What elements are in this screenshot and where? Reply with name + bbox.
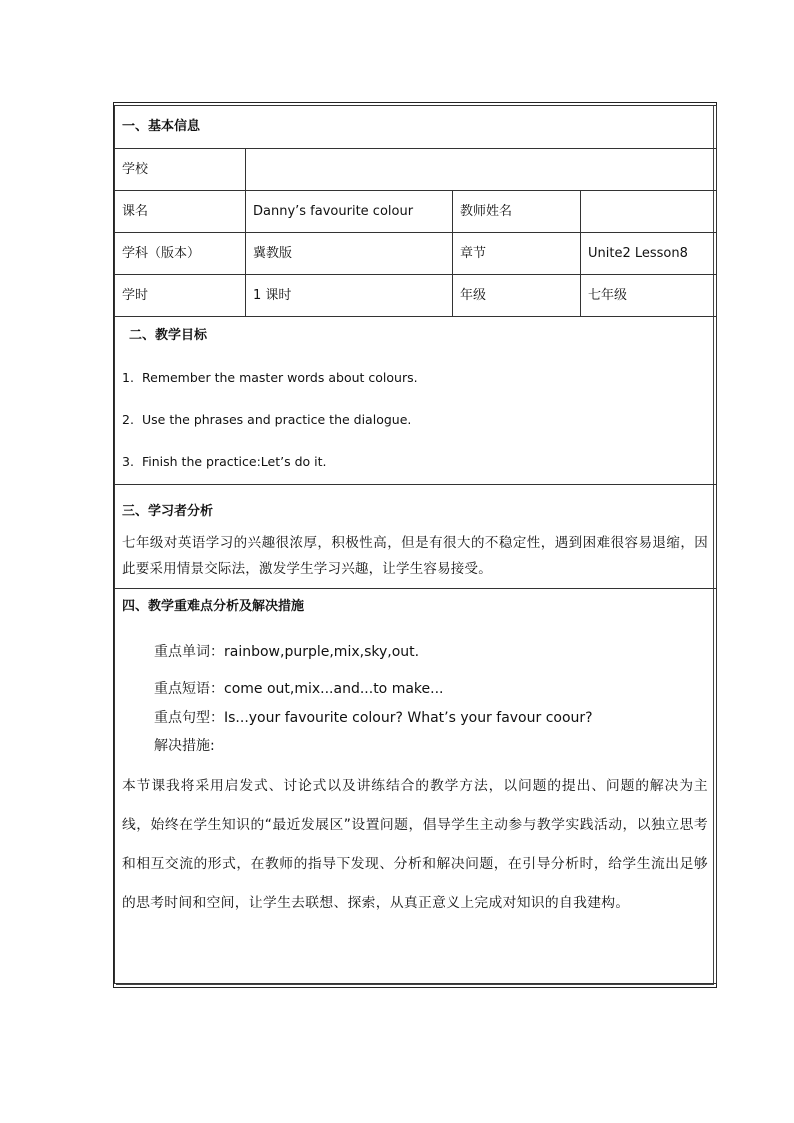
grade-label: 年级 bbox=[453, 275, 581, 317]
goal-item bbox=[122, 412, 716, 432]
key-phrases: 重点短语：come out,mix...and...to make... bbox=[154, 681, 444, 697]
chapter-label: 章节 bbox=[453, 233, 581, 275]
school-value bbox=[246, 149, 717, 191]
course-label: 课名 bbox=[115, 191, 246, 233]
chapter-value: Unite2 Lesson8 bbox=[581, 233, 717, 275]
hours-label: 学时 bbox=[115, 275, 246, 317]
section4-title: 四、教学重难点分析及解决措施 bbox=[122, 599, 305, 614]
goal-item bbox=[122, 370, 716, 390]
goal-text: Remember the master words about colours. bbox=[142, 370, 418, 385]
section1-header-row bbox=[115, 106, 717, 149]
course-value: Danny’s favourite colour bbox=[246, 191, 453, 233]
section3-row bbox=[115, 485, 717, 589]
measures-paragraph: 本节课我将采用启发式、讨论式以及讲练结合的教学方法，以问题的提出、问题的解决为主线，始终在学生知识的“最近发展区”设置问题，倡导学生主动参与教学实践活动，以独立思考和相互交流的形式，在教师的指导下发现、分析和解决问题，在引导分析时，给学生流出足够的思考时间和空间，让学生去联想、探索，从真正意义上完成对知识的自我建构。 bbox=[122, 778, 709, 911]
section4-row bbox=[115, 589, 717, 984]
hours-row bbox=[115, 275, 717, 317]
key-words: 重点单词：rainbow,purple,mix,sky,out. bbox=[154, 644, 420, 660]
key-points-cell bbox=[115, 589, 717, 984]
grade-value: 七年级 bbox=[581, 275, 717, 317]
section2-title: 二、教学目标 bbox=[129, 328, 208, 343]
goal-text: Finish the practice:Let’s do it. bbox=[142, 454, 327, 469]
teaching-goals-cell bbox=[115, 317, 717, 485]
subject-row bbox=[115, 233, 717, 275]
key-sentences: 重点句型：Is...your favourite colour? What’s your favour coour? bbox=[154, 710, 593, 726]
learner-analysis-text: 七年级对英语学习的兴趣很浓厚，积极性高，但是有很大的不稳定性，遇到困难很容易退缩，因此要采用情景交际法，激发学生学习兴趣，让学生容易接受。 bbox=[122, 535, 709, 577]
school-label: 学校 bbox=[115, 149, 246, 191]
subject-label: 学科（版本） bbox=[115, 233, 246, 275]
learner-analysis-cell bbox=[115, 485, 717, 589]
measures-label: 解决措施: bbox=[154, 738, 215, 754]
section1-title bbox=[115, 106, 717, 149]
section1-title-text: 一、基本信息 bbox=[122, 119, 201, 135]
goal-number: 2. bbox=[122, 412, 134, 427]
school-row bbox=[115, 149, 717, 191]
goal-number: 3. bbox=[122, 454, 134, 469]
section2-row bbox=[115, 317, 717, 485]
course-row bbox=[115, 191, 717, 233]
subject-value: 冀教版 bbox=[246, 233, 453, 275]
section3-title: 三、学习者分析 bbox=[122, 504, 214, 519]
goal-item bbox=[122, 454, 716, 474]
lesson-plan-table bbox=[114, 105, 717, 984]
goal-number: 1. bbox=[122, 370, 134, 385]
teacher-label: 教师姓名 bbox=[453, 191, 581, 233]
teacher-value bbox=[581, 191, 717, 233]
goal-text: Use the phrases and practice the dialogue. bbox=[142, 412, 412, 427]
hours-value: 1 课时 bbox=[246, 275, 453, 317]
